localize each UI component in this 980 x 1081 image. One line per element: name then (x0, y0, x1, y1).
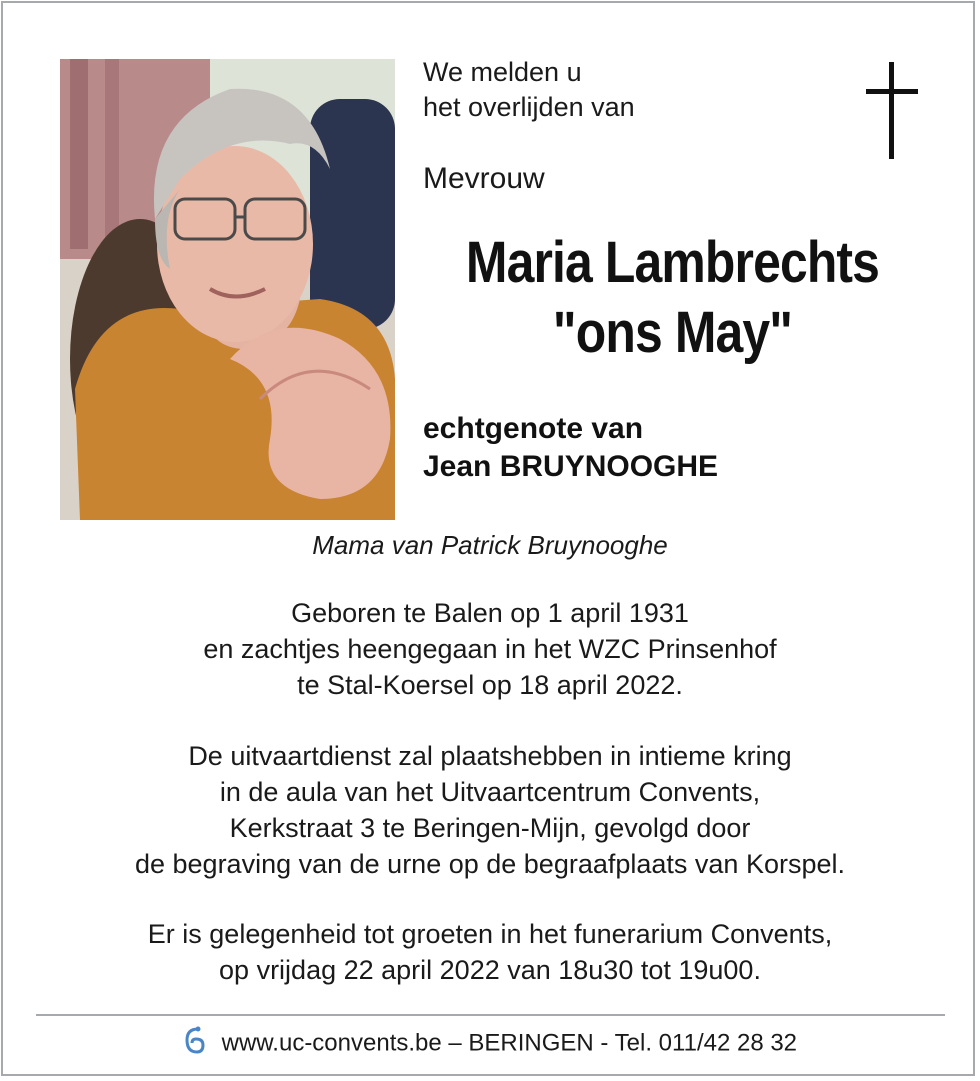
visitation-block (0, 916, 980, 988)
portrait-photo (60, 59, 395, 520)
spouse-label: echtgenote van (423, 412, 644, 445)
intro-line: We melden u (423, 57, 582, 87)
nickname: "ons May" (552, 300, 793, 365)
honorific: Mevrouw (423, 162, 545, 195)
deceased-name (447, 228, 899, 368)
funeral-service-block (0, 738, 980, 882)
cross-icon (862, 62, 922, 160)
text-line: en zachtjes heengegaan in het WZC Prinsenhof (203, 634, 777, 664)
text-line: te Stal-Koersel op 18 april 2022. (297, 670, 683, 700)
text-line: in de aula van het Uitvaartcentrum Convents, (219, 777, 761, 807)
text-line: De uitvaartdienst zal plaatshebben in intieme kring (188, 741, 792, 771)
funeral-home-logo-icon (183, 1025, 205, 1062)
text-line: de begraving van de urne op de begraafplaats van Korspel. (134, 849, 845, 879)
text-line: Er is gelegenheid tot groeten in het funerarium Convents, (147, 919, 833, 949)
text-line: Geboren te Balen op 1 april 1931 (291, 598, 689, 628)
intro-line: het overlijden van (423, 92, 635, 122)
text-line: op vrijdag 22 april 2022 van 18u30 tot 19u00. (219, 955, 761, 985)
birth-death-block (0, 595, 980, 703)
text-line: Kerkstraat 3 te Beringen-Mijn, gevolgd door (229, 813, 751, 843)
spouse-info (423, 410, 718, 486)
full-name: Maria Lambrechts (465, 230, 880, 295)
announcement-intro (423, 55, 635, 125)
footer-divider (36, 1014, 945, 1016)
mother-of-line: Mama van Patrick Bruynooghe (312, 530, 668, 560)
footer (0, 1025, 980, 1062)
spouse-name: Jean BRUYNOOGHE (423, 450, 719, 483)
funeral-home-contact[interactable]: www.uc-convents.be – BERINGEN - Tel. 011/42 28 32 (221, 1029, 798, 1057)
